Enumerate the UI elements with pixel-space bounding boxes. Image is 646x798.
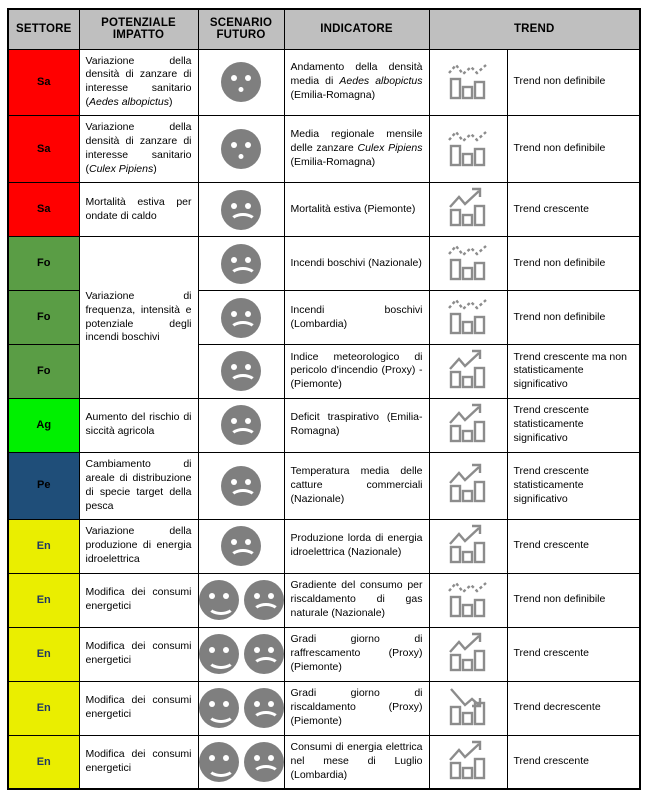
sad-face-icon [244,580,284,620]
indicator-cell: Mortalità estiva (Piemonte) [284,183,429,237]
sector-label: En [36,647,51,660]
trend-crescente-icon [446,738,490,782]
trend-label: Trend crescente ma non statisticamente significativo [507,344,640,398]
sector-label: Fo [37,257,51,270]
header-indicatore: INDICATORE [284,9,429,49]
impact-cell: Variazione della densità di zanzare di interesse sanitario (Aedes albopictus) [79,49,198,116]
trend-icon-cell [429,183,507,237]
scenario-faces [201,526,282,566]
scenario-cell [198,344,284,398]
sad-face-icon [221,405,261,445]
table-body [8,49,640,789]
sector-label: Pe [37,479,51,492]
sector-label: Fo [37,365,51,378]
trend-non-definibile-icon [446,576,490,620]
trend-icon-cell [429,291,507,345]
sector-cell [8,735,79,789]
scenario-cell [198,627,284,681]
indicator-cell: Incendi boschivi (Nazionale) [284,237,429,291]
scenario-cell [198,519,284,573]
sector-cell [8,681,79,735]
sector-cell [8,519,79,573]
impact-cell: Cambiamento di areale di distribuzione di specie target della pesca [79,452,198,519]
sector-label: Sa [37,203,51,216]
happy-face-icon [199,688,239,728]
sector-cell [8,452,79,519]
impact-cell: Variazione della produzione di energia idroelettrica [79,519,198,573]
sad-face-icon [244,742,284,782]
header-settore: SETTORE [8,9,79,49]
sector-cell [8,344,79,398]
trend-label: Trend non definibile [507,237,640,291]
trend-label: Trend crescente [507,519,640,573]
impact-cell: Variazione della densità di zanzare di interesse sanitario (Culex Pipiens) [79,116,198,183]
trend-label: Trend crescente [507,735,640,789]
indicator-cell: Gradi giorno di raffrescamento (Proxy) (Piemonte) [284,627,429,681]
sector-cell [8,398,79,452]
indicator-cell: Consumi di energia elettrica nel mese di Luglio (Lombardia) [284,735,429,789]
sector-label: Ag [36,419,52,432]
indicator-cell: Gradi giorno di riscaldamento (Proxy) (Piemonte) [284,681,429,735]
impact-cell: Modifica dei consumi energetici [79,573,198,627]
trend-crescente-icon [446,401,490,445]
scenario-cell [198,735,284,789]
scenario-cell [198,49,284,116]
indicator-cell: Media regionale mensile delle zanzare Culex Pipiens (Emilia-Romagna) [284,116,429,183]
trend-icon-cell [429,452,507,519]
header-scenario-futuro: SCENARIO FUTURO [198,9,284,49]
trend-icon-cell [429,344,507,398]
trend-crescente-icon [446,461,490,505]
sad-face-icon [244,688,284,728]
sad-face-icon [221,244,261,284]
scenario-faces [201,742,282,782]
sad-face-icon [221,526,261,566]
sad-face-icon [221,466,261,506]
sector-label: Fo [37,311,51,324]
sector-cell [8,237,79,291]
sad-face-icon [221,298,261,338]
indicator-cell: Andamento della densità media di Aedes albopictus (Emilia-Romagna) [284,49,429,116]
trend-icon-cell [429,735,507,789]
impact-cell: Variazione di frequenza, intensità e potenziale degli incendi boschivi [79,237,198,399]
scenario-faces [201,351,282,391]
sector-label: En [36,539,51,552]
scenario-faces [201,688,282,728]
trend-label: Trend non definibile [507,116,640,183]
table-row [8,519,640,573]
sad-face-icon [244,634,284,674]
indicator-cell: Indice meteorologico di pericolo d'incendio (Proxy) - (Piemonte) [284,344,429,398]
impact-trend-table [7,8,641,790]
trend-crescente-icon [446,347,490,391]
impact-cell: Mortalità estiva per ondate di caldo [79,183,198,237]
sector-cell [8,183,79,237]
scenario-cell [198,681,284,735]
trend-label: Trend non definibile [507,291,640,345]
table-row [8,116,640,183]
header-potenziale-impatto: POTENZIALE IMPATTO [79,9,198,49]
header-trend: TREND [429,9,640,49]
table-row [8,627,640,681]
table-row [8,183,640,237]
trend-icon-cell [429,398,507,452]
sad-face-icon [221,351,261,391]
sector-cell [8,627,79,681]
sector-cell [8,291,79,345]
impact-cell: Modifica dei consumi energetici [79,681,198,735]
happy-face-icon [199,580,239,620]
trend-label: Trend crescente [507,627,640,681]
trend-icon-cell [429,573,507,627]
trend-crescente-icon [446,522,490,566]
trend-icon-cell [429,519,507,573]
sector-cell [8,49,79,116]
table-row [8,573,640,627]
trend-non-definibile-icon [446,293,490,337]
scenario-faces [201,298,282,338]
indicator-cell: Gradiente del consumo per riscaldamento di gas naturale (Nazionale) [284,573,429,627]
scenario-cell [198,398,284,452]
scenario-faces [201,634,282,674]
scenario-cell [198,291,284,345]
trend-label: Trend crescente [507,183,640,237]
indicator-cell: Incendi boschivi (Lombardia) [284,291,429,345]
trend-label: Trend non definibile [507,573,640,627]
sector-cell [8,573,79,627]
happy-face-icon [199,742,239,782]
header-row [8,9,640,49]
table-row [8,735,640,789]
scenario-cell [198,116,284,183]
trend-crescente-icon [446,185,490,229]
trend-label: Trend crescente statisticamente significativo [507,452,640,519]
trend-icon-cell [429,681,507,735]
trend-label: Trend decrescente [507,681,640,735]
sector-label: En [36,755,51,768]
scenario-faces [201,62,282,102]
scenario-cell [198,452,284,519]
table-row [8,681,640,735]
table-row [8,237,640,291]
indicator-cell: Deficit traspirativo (Emilia-Romagna) [284,398,429,452]
trend-icon-cell [429,116,507,183]
trend-non-definibile-icon [446,125,490,169]
scenario-faces [201,190,282,230]
scenario-faces [201,129,282,169]
indicator-cell: Temperatura media delle catture commerciali (Nazionale) [284,452,429,519]
trend-icon-cell [429,49,507,116]
scenario-faces [201,405,282,445]
scenario-faces [201,580,282,620]
scenario-faces [201,244,282,284]
trend-label: Trend non definibile [507,49,640,116]
sector-cell [8,116,79,183]
neutral-face-icon [221,129,261,169]
scenario-cell [198,573,284,627]
table-header [8,9,640,49]
table-row [8,452,640,519]
scenario-faces [201,466,282,506]
trend-decrescente-icon [446,684,490,728]
trend-label: Trend crescente statisticamente significativo [507,398,640,452]
sector-label: Sa [37,76,51,89]
sad-face-icon [221,190,261,230]
trend-crescente-icon [446,630,490,674]
trend-icon-cell [429,237,507,291]
trend-non-definibile-icon [446,239,490,283]
scenario-cell [198,183,284,237]
impact-cell: Modifica dei consumi energetici [79,627,198,681]
impact-cell: Modifica dei consumi energetici [79,735,198,789]
impact-cell: Aumento del rischio di siccità agricola [79,398,198,452]
happy-face-icon [199,634,239,674]
sector-label: Sa [37,142,51,155]
scenario-cell [198,237,284,291]
neutral-face-icon [221,62,261,102]
sector-label: En [36,701,51,714]
trend-non-definibile-icon [446,58,490,102]
table-row [8,398,640,452]
sector-label: En [36,593,51,606]
indicator-cell: Produzione lorda di energia idroelettrica (Nazionale) [284,519,429,573]
table-row [8,49,640,116]
trend-icon-cell [429,627,507,681]
